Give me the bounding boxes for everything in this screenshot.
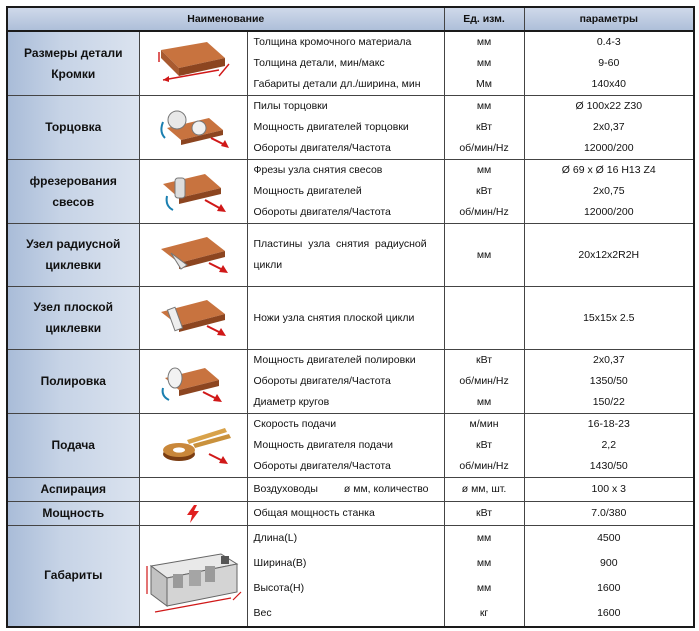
spec-desc: Ширина(B) bbox=[253, 556, 307, 569]
row-name: Размеры детали Кромки bbox=[7, 31, 139, 96]
spec-value: 1600 bbox=[597, 606, 621, 619]
spec-desc: Обороты двигателя/Частота bbox=[253, 142, 391, 154]
spec-desc: Высота(H) bbox=[253, 581, 305, 594]
row-name: фрезерования свесов bbox=[7, 160, 139, 224]
spec-unit: мм bbox=[476, 581, 492, 594]
row-name: Аспирация bbox=[7, 478, 139, 502]
row-name: Узел радиусной циклевки bbox=[7, 224, 139, 287]
header-unit: Ед. изм. bbox=[444, 7, 524, 31]
panel-dimensions-icon bbox=[139, 31, 247, 96]
spec-desc: Скорость подачи bbox=[253, 418, 337, 430]
spec-desc: Обороты двигателя/Частота bbox=[253, 375, 391, 387]
spec-desc: Обороты двигателя/Частота bbox=[253, 206, 391, 218]
spec-unit: кВт bbox=[476, 439, 493, 451]
spec-unit: мм bbox=[476, 164, 492, 176]
spec-unit: мм bbox=[476, 100, 492, 112]
spec-row-overhang-milling bbox=[7, 160, 694, 224]
row-name: Подача bbox=[7, 414, 139, 478]
spec-desc: Общая мощность станка bbox=[253, 507, 375, 519]
spec-value: 2,2 bbox=[601, 439, 617, 451]
spec-value: 15x15x 2.5 bbox=[583, 311, 635, 324]
row-name: Мощность bbox=[7, 502, 139, 526]
spec-unit: ø мм, шт. bbox=[461, 483, 507, 495]
spec-unit: мм bbox=[476, 36, 492, 48]
spec-value: Ø 100x22 Z30 bbox=[575, 100, 643, 112]
spec-value: Ø 69 x Ø 16 H13 Z4 bbox=[561, 164, 656, 176]
row-name: Габариты bbox=[7, 526, 139, 627]
spec-desc: Длина(L) bbox=[253, 531, 298, 544]
header-params: параметры bbox=[524, 7, 694, 31]
spec-unit: мм bbox=[476, 248, 492, 261]
spec-value: 7.0/380 bbox=[591, 507, 627, 519]
spec-row-feed bbox=[7, 414, 694, 478]
spec-desc: Мощность двигателей bbox=[253, 185, 362, 197]
spec-value: 20x12x2R2H bbox=[578, 248, 640, 261]
spec-desc: Обороты двигателя/Частота bbox=[253, 460, 391, 472]
spec-desc: Мощность двигателей торцовки bbox=[253, 121, 409, 133]
spec-desc: Мощность двигателей полировки bbox=[253, 354, 416, 366]
spec-desc: Пластины узла снятия радиусной цикли bbox=[253, 238, 427, 271]
row-name: Полировка bbox=[7, 350, 139, 414]
spec-value: 1430/50 bbox=[589, 460, 628, 472]
spec-value: 2x0,37 bbox=[593, 354, 625, 366]
row-name: Узел плоской циклевки bbox=[7, 287, 139, 350]
spec-value: 1600 bbox=[597, 581, 621, 594]
edge-feed-icon bbox=[139, 414, 247, 478]
spec-unit: м/мин bbox=[469, 418, 499, 430]
spec-unit: мм bbox=[476, 396, 492, 408]
spec-desc-main: Воздуховоды bbox=[253, 483, 318, 495]
spec-unit: кВт bbox=[476, 185, 493, 197]
spec-desc: Мощность двигателя подачи bbox=[253, 439, 393, 451]
spec-unit: мм bbox=[476, 531, 492, 544]
spec-unit: кВт bbox=[476, 121, 493, 133]
spec-value: 2x0,75 bbox=[593, 185, 625, 197]
spec-value: 0.4-3 bbox=[596, 36, 621, 48]
spec-row-end-trimming bbox=[7, 96, 694, 160]
spec-unit: об/мин/Hz bbox=[459, 460, 509, 472]
spec-row-polishing bbox=[7, 350, 694, 414]
spec-desc: Пилы торцовки bbox=[253, 100, 328, 112]
machine-spec-table bbox=[6, 6, 695, 628]
spec-desc: Ножи узла снятия плоской цикли bbox=[253, 311, 415, 324]
spec-row-edge-size bbox=[7, 31, 694, 96]
spec-desc: Фрезы узла снятия свесов bbox=[253, 164, 383, 176]
spec-value: 9-60 bbox=[598, 57, 620, 69]
spec-unit: об/мин/Hz bbox=[459, 206, 509, 218]
spec-unit: кВт bbox=[476, 507, 493, 519]
spec-row-dimensions bbox=[7, 526, 694, 627]
spec-unit: мм bbox=[476, 57, 492, 69]
header-name: Наименование bbox=[7, 7, 444, 31]
spec-desc: Толщина кромочного материала bbox=[253, 36, 412, 48]
header-row bbox=[7, 7, 694, 31]
spec-value: 150/22 bbox=[592, 396, 625, 408]
spec-value: 140x40 bbox=[591, 78, 626, 90]
spec-desc: Толщина детали, мин/макс bbox=[253, 57, 385, 69]
spec-value: 900 bbox=[600, 556, 618, 569]
spec-unit: Мм bbox=[476, 78, 493, 90]
spec-value: 12000/200 bbox=[583, 142, 634, 154]
machine-dimensions-icon bbox=[139, 526, 247, 627]
end-trimming-saw-icon bbox=[139, 96, 247, 160]
flat-scraper-icon bbox=[139, 287, 247, 350]
empty-image-cell bbox=[139, 478, 247, 502]
spec-desc bbox=[248, 479, 444, 500]
spec-value: 2x0,37 bbox=[593, 121, 625, 133]
spec-value: 16-18-23 bbox=[587, 418, 630, 430]
spec-unit: об/мин/Hz bbox=[459, 375, 509, 387]
spec-unit: кг bbox=[479, 606, 489, 619]
spec-desc: Диаметр кругов bbox=[253, 396, 330, 408]
polishing-icon bbox=[139, 350, 247, 414]
spec-unit: об/мин/Hz bbox=[459, 142, 509, 154]
radius-scraper-icon bbox=[139, 224, 247, 287]
spec-row-power bbox=[7, 502, 694, 526]
spec-value: 1350/50 bbox=[589, 375, 628, 387]
spec-value: 100 x 3 bbox=[591, 483, 626, 495]
overhang-milling-icon bbox=[139, 160, 247, 224]
spec-row-aspiration bbox=[7, 478, 694, 502]
spec-row-radius-scraper bbox=[7, 224, 694, 287]
spec-desc-extra: ø мм, количество bbox=[343, 483, 429, 495]
lightning-icon bbox=[139, 502, 247, 526]
spec-unit: кВт bbox=[476, 354, 493, 366]
spec-unit: мм bbox=[476, 556, 492, 569]
row-name: Торцовка bbox=[7, 96, 139, 160]
spec-desc: Габариты детали дл./ширина, мин bbox=[253, 78, 421, 90]
spec-desc: Вес bbox=[253, 606, 272, 619]
spec-row-flat-scraper bbox=[7, 287, 694, 350]
spec-value: 4500 bbox=[597, 531, 621, 544]
spec-value: 12000/200 bbox=[583, 206, 634, 218]
